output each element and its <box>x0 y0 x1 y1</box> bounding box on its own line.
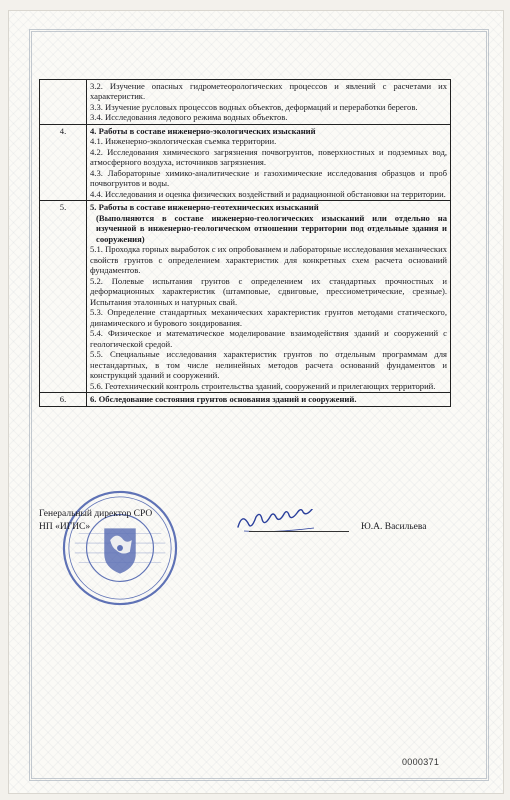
work-item: 3.2. Изучение опасных гидрометеорологических процессов и явлений с расчетами их характеристик. <box>90 81 447 102</box>
signatory-title <box>39 508 152 535</box>
work-item: 5.5. Специальные исследования характеристик грунтов по отдельным программам для нестандартных, в том числе нелинейных методов расчета оснований фундаментов и конструкций зданий и сооружений. <box>90 349 447 381</box>
row-number: 4. <box>40 124 87 200</box>
section-title: 5. Работы в составе инженерно-геотехнических изысканий <box>90 202 319 213</box>
signatory-name: Ю.А. Васильева <box>361 522 427 532</box>
works-table <box>39 79 451 407</box>
serial-number: 0000371 <box>402 757 440 767</box>
row-content <box>87 80 451 125</box>
row-number <box>40 80 87 125</box>
row-number: 5. <box>40 201 87 393</box>
work-item: 3.3. Изучение русловых процессов водных объектов, деформаций и переработки берегов. <box>90 101 418 112</box>
work-item: 5.2. Полевые испытания грунтов с определением их стандартных прочностных и деформационных характеристик (штамповые, сдвиговые, прессиометрические, срезные). Испытания эталонных и натурных свай. <box>90 275 447 307</box>
work-item: 4.4. Исследования и оценка физических воздействий и радиационной обстановки на территории. <box>90 188 446 199</box>
section-title: 6. Обследование состояния грунтов основания зданий и сооружений. <box>90 394 357 405</box>
work-item: 5.3. Определение стандартных механических характеристик грунтов методами статического, динамического и бурового зондирования. <box>90 307 447 328</box>
work-item: 3.4. Исследования ледового режима водных объектов. <box>90 112 288 123</box>
work-item: 4.3. Лабораторные химико-аналитические и газохимические исследования образцов и проб почвогрунтов и воды. <box>90 167 447 189</box>
row-content <box>87 393 451 406</box>
section-note: (Выполняются в составе инженерно-геологических изысканий или отдельно на изученной в инженерно-геологическом отношении территории под отдельные здания и сооружения) <box>96 212 447 244</box>
signatory-title-line1: Генеральный директор СРО <box>39 509 153 519</box>
work-item: 5.1. Проходка горных выработок с их опробованием и лабораторные исследования механических свойств грунтов с определением характеристик для конкретных схем расчета оснований фундаментов. <box>90 244 447 276</box>
table-row <box>40 201 451 393</box>
work-item: 5.4. Физическое и математическое моделирование взаимодействия зданий и сооружений с геологической средой. <box>90 328 447 349</box>
certificate-sheet <box>8 10 504 794</box>
signature-block <box>39 508 459 608</box>
row-content <box>87 124 451 200</box>
table-row <box>40 393 451 406</box>
signature-line <box>249 531 349 532</box>
section-title: 4. Работы в составе инженерно-экологических изысканий <box>90 125 316 136</box>
table-row <box>40 124 451 200</box>
work-item: 4.2. Исследования химического загрязнения почвогрунтов, поверхностных и подземных вод, атмосферного воздуха, источников загрязнения. <box>90 146 447 168</box>
work-item: 5.6. Геотехнический контроль строительства зданий, сооружений и прилегающих территорий. <box>90 380 436 391</box>
work-item: 4.1. Инженерно-экологическая съемка территории. <box>90 136 277 147</box>
row-number: 6. <box>40 393 87 406</box>
table-row <box>40 80 451 125</box>
row-content <box>87 201 451 393</box>
signatory-title-line2: НП «ИГИС» <box>39 522 91 533</box>
